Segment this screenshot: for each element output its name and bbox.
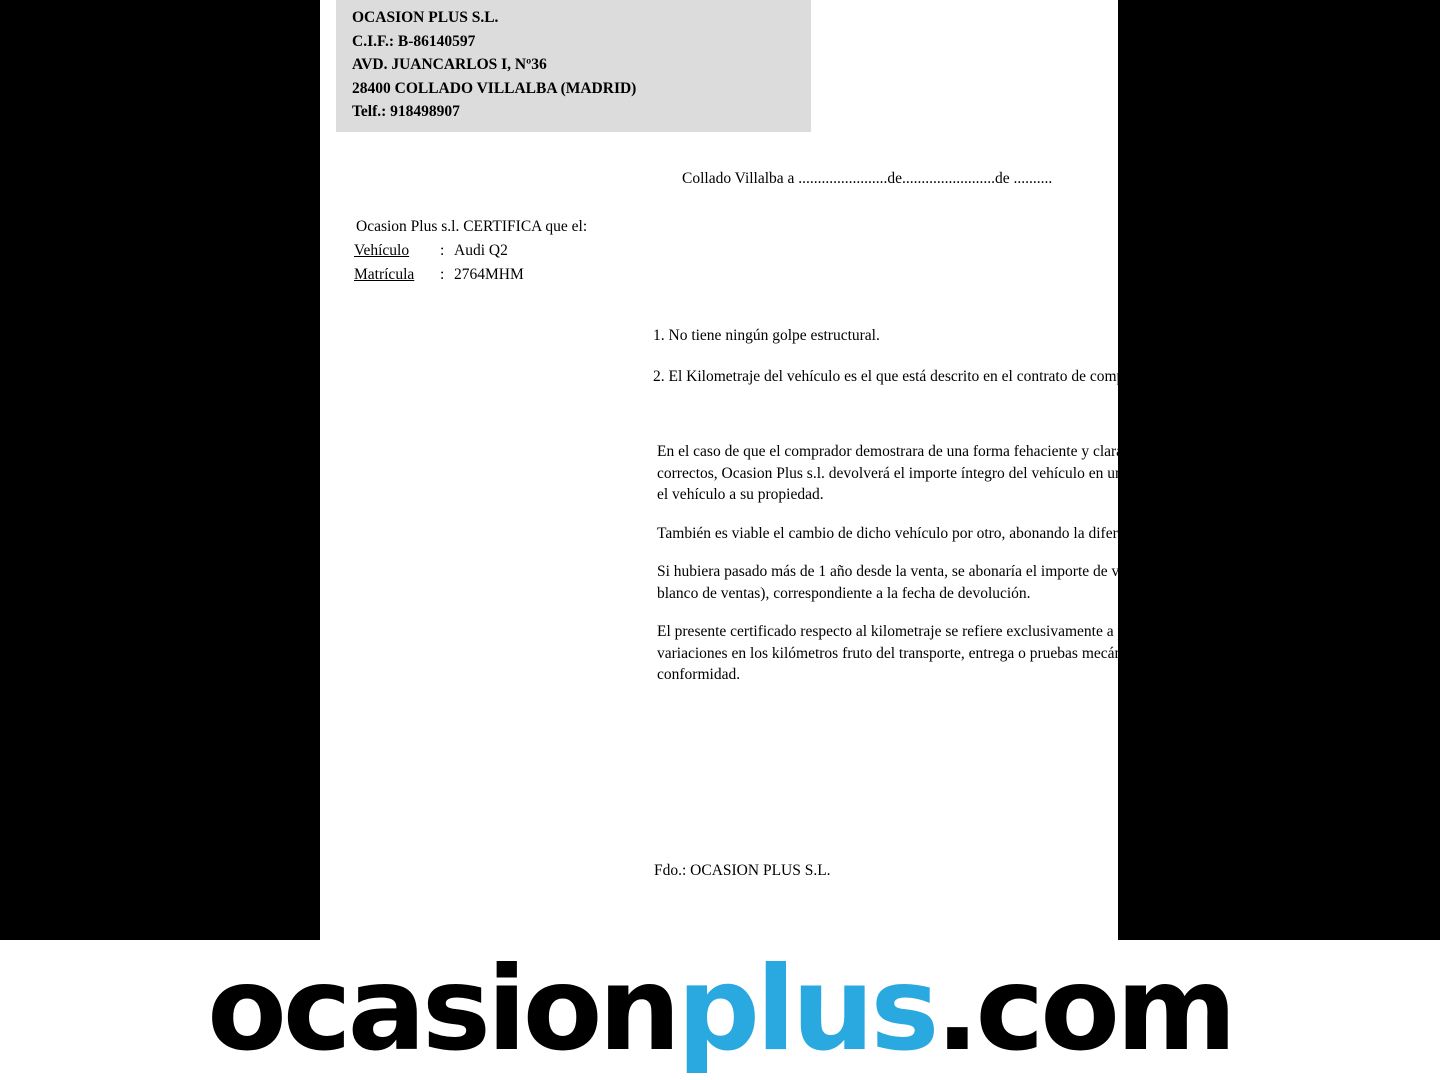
brand-logo-footer xyxy=(0,940,1440,1080)
place-and-date-line: Collado Villalba a .......................de........................de .......... xyxy=(682,170,1053,187)
paragraph: El presente certificado respecto al kilometraje se refiere exclusivamente a posibles manipulaciones en el odómetro, las variaciones en los kilómetros fruto del transporte, entrega o pruebas mecánicas del vehículo no se considerarán faltas de conformidad. xyxy=(657,623,1402,683)
vehicle-label: Vehículo xyxy=(354,242,410,259)
certification-intro: Ocasion Plus s.l. CERTIFICA que el: xyxy=(356,218,588,235)
body-paragraphs-block xyxy=(657,441,1417,703)
plate-value: 2764MHM xyxy=(454,266,524,283)
brand-logo xyxy=(207,942,1233,1077)
brand-logo-part-ocasion: ocasion xyxy=(207,942,677,1077)
paragraph: Si hubiera pasado más de 1 año desde la venta, se abonaría el importe de venta en el libro de tasaciones GANVAM (libro blanco de ventas), correspondiente a la fecha de devolución. xyxy=(657,563,1408,602)
vehicle-value: Audi Q2 xyxy=(454,242,508,259)
vehicle-separator: : xyxy=(440,242,445,259)
brand-logo-part-plus: plus xyxy=(676,942,936,1077)
letterhead-address: AVD. JUANCARLOS I, Nº36 xyxy=(352,56,547,73)
document-body xyxy=(320,0,1409,940)
certification-block xyxy=(338,215,587,287)
paragraph: En el caso de que el comprador demostrara de una forma fehaciente y clara que alguno de estos dos puntos no son correctos, Ocasion Plus s.l. devolverá el importe íntegro del vehículo en un plazo máximo de 48 horas, pasando de nuevo el vehículo a su propiedad. xyxy=(657,443,1409,503)
plate-label: Matrícula xyxy=(354,266,415,283)
vehicle-row xyxy=(338,239,587,263)
letterhead-company: OCASION PLUS S.L. xyxy=(352,9,499,26)
signature-line: Fdo.: OCASION PLUS S.L. xyxy=(654,862,831,879)
document-page xyxy=(320,0,1409,940)
letterhead-phone: Telf.: 918498907 xyxy=(352,103,460,120)
letterhead-block xyxy=(336,0,811,132)
plate-separator: : xyxy=(440,266,445,283)
letterhead-city: 28400 COLLADO VILLALBA (MADRID) xyxy=(352,79,637,97)
point-item: 1. No tiene ningún golpe estructural. xyxy=(653,327,880,344)
point-item: 2. El Kilometraje del vehículo es el que está descrito en el contrato de compra-venta y garantía. xyxy=(653,368,1245,385)
numbered-points-block xyxy=(653,325,1413,407)
letterhead-cif: C.I.F.: B-86140597 xyxy=(352,32,476,50)
brand-logo-part-com: .com xyxy=(935,942,1233,1077)
paragraph: También es viable el cambio de dicho vehículo por otro, abonando la diferencia existente. xyxy=(657,524,1214,542)
plate-row xyxy=(338,263,587,287)
